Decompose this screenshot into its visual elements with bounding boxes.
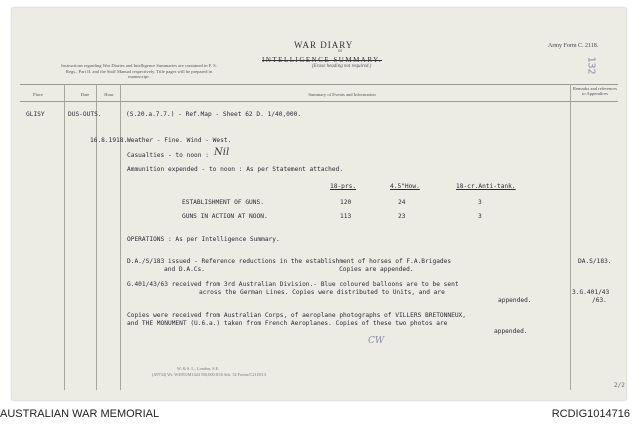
entry-casualties-label: Casualties - to noon :: [127, 152, 209, 159]
entry-date-range: DUS-OUTS.: [68, 111, 102, 118]
header-date: Date: [80, 92, 90, 97]
doc-subtitle: INTELLIGENCE SUMMARY.: [262, 56, 383, 64]
printer-line1: W. & S. L., London, S.E.: [177, 366, 220, 371]
doc-or: or: [338, 49, 343, 54]
guns-row-inaction-antitank: 3: [478, 213, 482, 220]
entry-operations: OPERATIONS : As per Intelligence Summary.: [127, 236, 280, 243]
entry-g-line2: across the German Lines. Copies were distributed to Units, and are: [199, 289, 445, 296]
footer-institution: AUSTRALIAN WAR MEMORIAL: [0, 408, 160, 420]
entry-ref-line: (S.20.a.7.7.) - Ref.Map - Sheet 62 D. 1/40,000.: [126, 111, 302, 118]
col-rule-remarks: [570, 84, 571, 390]
entry-g-line1: G.401/43/63 received from 3rd Australian Division.- Blue coloured balloons are to be sent: [127, 281, 459, 288]
entry-copies-line2: and THE MONUMENT (U.6.a.) taken from French Aeroplanes. Copies of these two photos are: [127, 320, 448, 327]
remark-g-ref2: /63.: [592, 297, 607, 304]
war-diary-page: [12, 8, 626, 400]
col-rule-place: [64, 84, 65, 390]
entry-ammunition: Ammunition expended - to noon : As per Statement attached.: [127, 166, 344, 173]
entry-copies-line3: appended.: [494, 328, 528, 335]
guns-row-establishment-antitank: 3: [478, 199, 482, 206]
instructions: Instructions regarding War Diaries and Intelligence Summaries are contained in F. S. Regs., Part II. and the Staff Manual respectively. Title pages will be prepared in manuscript.: [61, 63, 217, 80]
header-top-rule: [20, 84, 618, 85]
guns-col-18pr: 18-prs.: [330, 183, 357, 190]
doc-subtitle-note: (Erase heading not required.): [312, 64, 372, 69]
entry-casualties-value: Nil: [214, 147, 230, 158]
entry-place: GLISY: [26, 111, 45, 118]
header-remarks: Remarks and references to Appendices: [572, 86, 618, 96]
guns-col-45how: 4.5"How.: [390, 183, 420, 190]
col-rule-hour: [120, 84, 121, 390]
remark-da-ref: DA.S/183.: [578, 258, 612, 265]
guns-row-establishment-45how: 24: [398, 199, 406, 206]
printer-line2: (A9734) Wt. W4955/M1424 550,000 8/16 Sch. 52 Forms/C2118/13.: [152, 372, 267, 377]
entry-g-line3: appended.: [498, 297, 532, 304]
guns-row-inaction-18pr: 113: [340, 213, 352, 220]
remark-g-ref1: 3.G.401/43: [572, 289, 610, 296]
entry-weather: Weather - Fine. Wind - West.: [127, 137, 232, 144]
header-hour: Hour: [104, 92, 114, 97]
side-mark: 2/2: [614, 382, 625, 389]
entry-da-line1: D.A./S/183 issued - Reference reductions in the establishment of horses of F.A.Brigades: [127, 258, 452, 265]
folio-number: 132: [585, 56, 597, 75]
col-rule-date: [96, 84, 97, 390]
guns-row-establishment-18pr: 120: [340, 199, 352, 206]
guns-row-inaction-label: GUNS IN ACTION AT NOON.: [182, 213, 268, 220]
guns-row-inaction-45how: 23: [398, 213, 406, 220]
header-place: Place: [33, 92, 43, 97]
entry-date: 16.8.1918.: [90, 137, 128, 144]
header-bottom-rule: [20, 101, 618, 102]
entry-da-line2: and D.A.Cs. Copies are appended.: [164, 266, 414, 273]
handwritten-initials: CW: [368, 336, 385, 346]
entry-copies-line1: Copies were received from Australian Corps, of aeroplane photographs of VILLERS BRETONNEUX,: [127, 312, 466, 319]
guns-row-establishment-label: ESTABLISHMENT OF GUNS.: [182, 199, 264, 206]
doc-title: WAR DIARY: [294, 40, 354, 50]
header-summary: Summary of Events and Information: [308, 92, 376, 97]
form-number: Army Form C. 2118.: [548, 43, 599, 49]
guns-col-antitank: 18-cr.Anti-tank.: [456, 183, 516, 190]
footer-record-id: RCDIG1014716: [551, 408, 630, 420]
